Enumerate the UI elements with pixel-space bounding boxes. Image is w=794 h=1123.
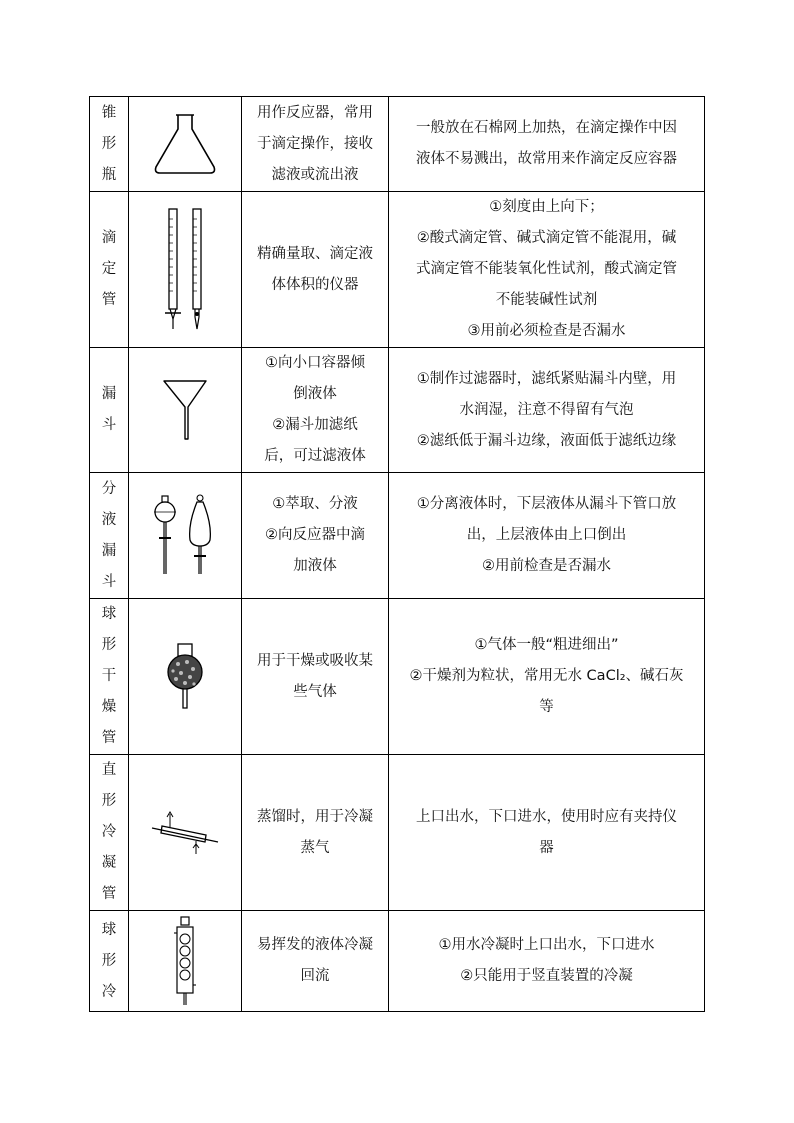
usage-line: 回流 — [300, 968, 330, 984]
name-char: 球 — [101, 921, 117, 938]
note-line: ②只能用于竖直装置的冷凝 — [460, 968, 633, 984]
usage-line: 体体积的仪器 — [271, 276, 359, 293]
usage-line: 蒸气 — [300, 839, 330, 856]
note-line: ①气体一般“粗进细出” — [474, 637, 619, 653]
note-line: ①用水冷凝时上口出水，下口进水 — [438, 937, 655, 953]
note-line: ②酸式滴定管、碱式滴定管不能混用，碱 — [416, 230, 677, 246]
usage-line: 精确量取、滴定液 — [257, 245, 373, 262]
name-char: 液 — [101, 511, 117, 528]
usage-line: 用于干燥或吸收某 — [257, 652, 373, 669]
apparatus-image — [129, 473, 242, 599]
apparatus-image — [129, 911, 242, 1012]
apparatus-name — [90, 755, 129, 911]
usage-cell — [242, 599, 389, 755]
name-char: 燥 — [101, 699, 117, 715]
note-line: 一般放在石棉网上加热，在滴定操作中因 — [416, 120, 677, 136]
name-char: 锥 — [101, 104, 117, 121]
apparatus-image — [129, 755, 242, 911]
notes-cell — [389, 473, 705, 599]
conical-flask-icon — [150, 109, 220, 179]
note-line: ①刻度由上向下； — [489, 199, 604, 215]
apparatus-image — [129, 599, 242, 755]
usage-line: 易挥发的液体冷凝 — [257, 937, 373, 953]
usage-cell — [242, 755, 389, 911]
name-char: 瓶 — [101, 166, 117, 183]
usage-line: 些气体 — [293, 683, 337, 700]
note-line: 等 — [539, 699, 554, 715]
apparatus-image — [129, 192, 242, 348]
name-char: 凝 — [101, 855, 117, 871]
usage-cell — [242, 192, 389, 348]
name-char: 干 — [101, 668, 117, 684]
usage-line: 滤液或流出液 — [271, 166, 359, 183]
note-line: ②干燥剂为粒状，常用无水 CaCl₂、碱石灰 — [409, 668, 684, 684]
note-line: ③用前必须检查是否漏水 — [467, 323, 626, 339]
table-row — [90, 97, 705, 192]
table-row — [90, 473, 705, 599]
usage-line: 用作反应器，常用 — [257, 104, 373, 121]
apparatus-name — [90, 97, 129, 192]
name-char: 斗 — [101, 417, 117, 433]
note-line: 不能装碱性试剂 — [495, 292, 598, 308]
name-char: 冷 — [101, 824, 117, 840]
note-line: 器 — [539, 839, 554, 856]
usage-cell — [242, 348, 389, 473]
notes-cell — [389, 911, 705, 1012]
name-char: 形 — [101, 952, 117, 969]
table-row — [90, 755, 705, 911]
apparatus-name — [90, 473, 129, 599]
note-line: ②用前检查是否漏水 — [482, 558, 611, 574]
usage-line: 于滴定操作，接收 — [257, 135, 373, 152]
apparatus-image — [129, 348, 242, 473]
drying-tube-icon — [160, 642, 210, 712]
usage-line: 蒸馏时，用于冷凝 — [257, 808, 373, 825]
apparatus-name — [90, 911, 129, 1012]
name-char: 定 — [101, 261, 117, 277]
table-row — [90, 911, 705, 1012]
usage-cell — [242, 97, 389, 192]
usage-line: ①萃取、分液 — [272, 496, 358, 512]
note-line: ①分离液体时，下层液体从漏斗下管口放 — [416, 496, 677, 512]
note-line: 上口出水，下口进水，使用时应有夹持仪 — [416, 808, 677, 825]
name-char: 形 — [101, 135, 117, 152]
burette-icon — [155, 205, 215, 335]
table-row — [90, 599, 705, 755]
apparatus-name — [90, 192, 129, 348]
note-line: 水润湿，注意不得留有气泡 — [459, 401, 634, 418]
usage-line: 倒液体 — [293, 386, 337, 402]
usage-cell — [242, 473, 389, 599]
note-line: 出，上层液体由上口倒出 — [466, 527, 627, 543]
note-line: 液体不易溅出，故常用来作滴定反应容器 — [416, 151, 677, 167]
name-char: 滴 — [101, 230, 117, 246]
name-char: 漏 — [101, 386, 117, 402]
name-char: 管 — [101, 292, 117, 308]
usage-line: 后，可过滤液体 — [264, 448, 366, 464]
notes-cell — [389, 755, 705, 911]
name-char: 形 — [101, 793, 117, 809]
usage-line: ①向小口容器倾 — [265, 355, 365, 371]
separatory-funnel-icon — [150, 494, 220, 578]
name-char: 直 — [101, 762, 117, 778]
notes-cell — [389, 348, 705, 473]
apparatus-image — [129, 97, 242, 192]
note-line: ①制作过滤器时，滤纸紧贴漏斗内壁，用 — [416, 370, 677, 387]
notes-cell — [389, 97, 705, 192]
table-row — [90, 192, 705, 348]
name-char: 分 — [101, 480, 117, 497]
usage-line: 加液体 — [293, 558, 337, 574]
apparatus-table — [89, 96, 705, 1012]
name-char: 冷 — [101, 983, 117, 1000]
bulb-condenser-icon — [170, 915, 200, 1007]
straight-condenser-icon — [150, 808, 220, 858]
apparatus-name — [90, 348, 129, 473]
note-line: 式滴定管不能装氧化性试剂，酸式滴定管 — [416, 261, 677, 277]
name-char: 球 — [101, 606, 117, 622]
name-char: 斗 — [101, 573, 117, 590]
usage-line: ②漏斗加滤纸 — [272, 417, 358, 433]
note-line: ②滤纸低于漏斗边缘，液面低于滤纸边缘 — [416, 432, 677, 449]
notes-cell — [389, 599, 705, 755]
apparatus-name — [90, 599, 129, 755]
name-char: 管 — [101, 886, 117, 902]
usage-cell — [242, 911, 389, 1012]
usage-line: ②向反应器中滴 — [265, 527, 365, 543]
notes-cell — [389, 192, 705, 348]
name-char: 漏 — [101, 542, 117, 559]
table-row — [90, 348, 705, 473]
funnel-icon — [160, 377, 210, 443]
name-char: 管 — [101, 730, 117, 746]
name-char: 形 — [101, 637, 117, 653]
